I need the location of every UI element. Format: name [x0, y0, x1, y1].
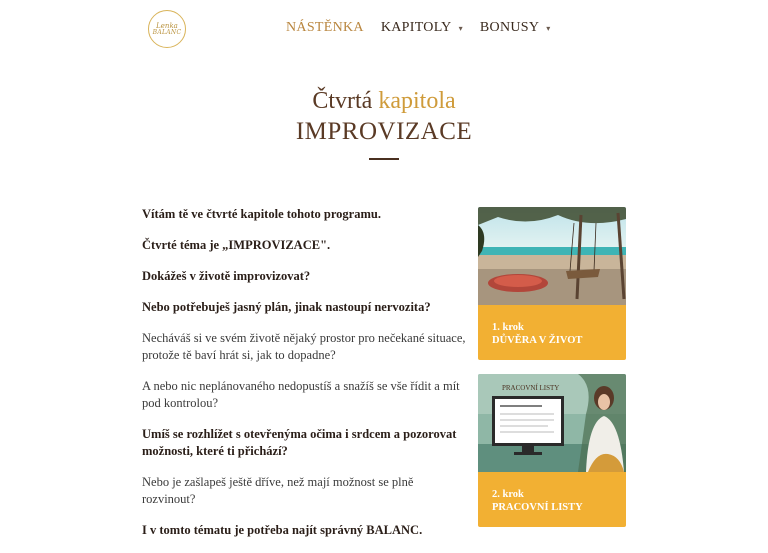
nav-item-label: KAPITOLY: [380, 20, 452, 35]
intro-paragraph: Umíš se rozhlížet s otevřenýma očima i srdcem a pozorovat možnosti, které ti přichází?: [142, 427, 457, 458]
page-title-block: [0, 86, 768, 160]
chevron-down-icon: ▾: [458, 23, 463, 33]
card-caption: [478, 472, 626, 527]
title-divider: [369, 158, 399, 160]
intro-paragraph: Nebo potřebuješ jasný plán, jinak nastoupí nervozita?: [142, 300, 431, 314]
intro-paragraph: Necháváš si ve svém životě nějaký prostor pro nečekané situace, protože tě baví hrát si, jak to dopadne?: [142, 331, 466, 362]
chapter-accent: kapitola: [378, 88, 456, 114]
page-title: IMPROVIZACE: [295, 118, 473, 145]
main-nav: [286, 20, 551, 36]
nav-item-nastenka[interactable]: [286, 20, 364, 36]
card-caption: [478, 305, 626, 360]
nav-item-label: BONUSY: [479, 20, 540, 35]
nav-item-label: NÁSTĚNKA: [286, 20, 364, 35]
chapter-prefix: Čtvrtá: [312, 88, 373, 114]
card-step: 2. krok: [492, 489, 524, 500]
nav-item-kapitoly[interactable]: [381, 20, 463, 36]
intro-paragraph: Vítám tě ve čtvrté kapitole tohoto programu.: [142, 207, 381, 221]
intro-paragraph: I v tomto tématu je potřeba najít správný BALANC.: [142, 523, 423, 537]
step-card-duvera[interactable]: [478, 207, 626, 360]
intro-paragraph: Nebo je zašlapeš ještě dříve, než mají možnost se plně rozvinout?: [142, 475, 414, 506]
intro-paragraph: A nebo nic neplánovaného nedopustíš a snažíš se vše řídit a mít pod kontrolou?: [142, 379, 460, 410]
step-card-pracovni-listy[interactable]: [478, 374, 626, 527]
site-header: [0, 0, 768, 60]
card-label: DŮVĚRA V ŽIVOT: [492, 335, 583, 346]
intro-text: [142, 206, 468, 553]
card-step: 1. krok: [492, 322, 524, 333]
beach-swing-image: [478, 207, 626, 305]
logo-text-line2: BALANC: [152, 28, 182, 36]
brand-logo[interactable]: [148, 10, 186, 48]
intro-paragraph: Dokážeš v životě improvizovat?: [142, 269, 311, 283]
card-label: PRACOVNÍ LISTY: [492, 502, 583, 513]
image-caption-text: PRACOVNÍ LISTY: [502, 384, 560, 392]
chapter-heading: [0, 86, 768, 116]
nav-item-bonusy[interactable]: [480, 20, 551, 36]
logo-text-line1: Lenka: [156, 21, 178, 30]
chevron-down-icon: ▾: [546, 23, 551, 33]
intro-paragraph: Čtvrté téma je „IMPROVIZACE".: [142, 238, 331, 252]
